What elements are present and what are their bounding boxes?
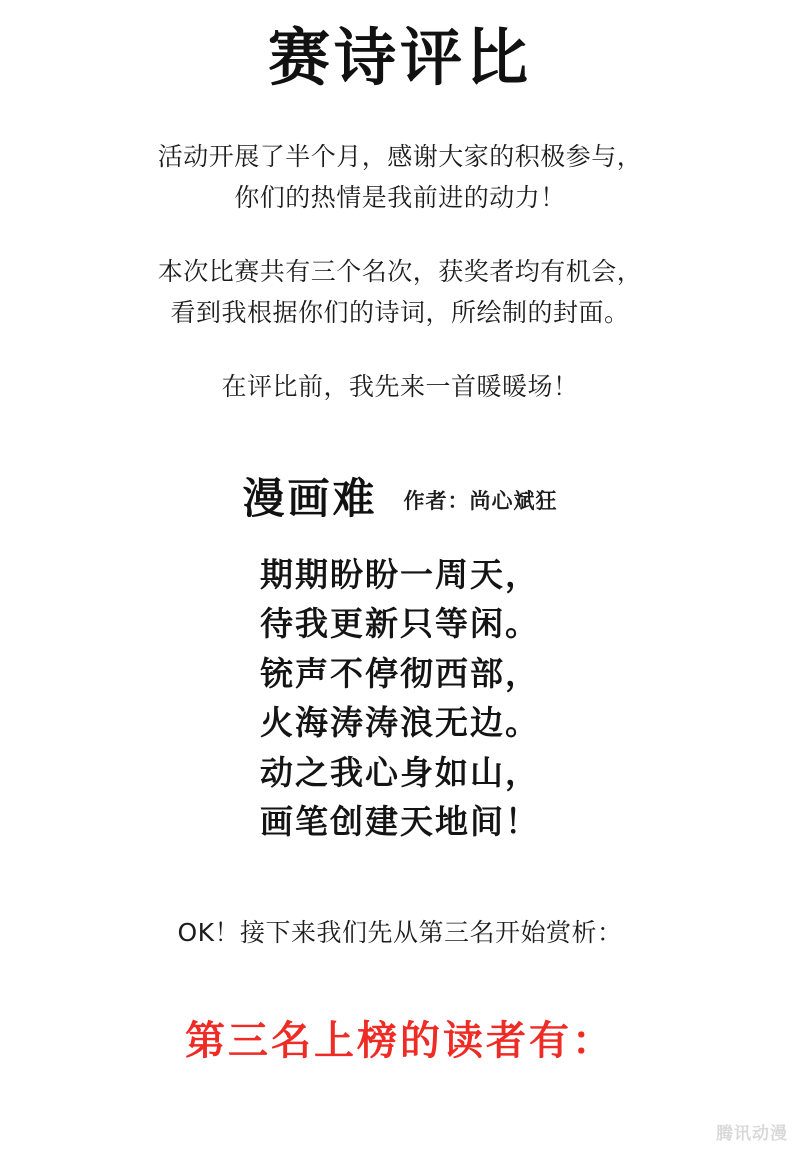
poem-line: 画笔创建天地间！ <box>260 802 540 842</box>
poem-title: 漫画难 <box>242 473 378 523</box>
poem-line: 待我更新只等闲。 <box>260 604 540 644</box>
intro-line: 你们的热情是我前进的动力！ <box>234 182 566 212</box>
poem-author: 作者：尚心斌狂 <box>403 488 558 513</box>
poem-line: 铳声不停彻西部， <box>260 653 540 693</box>
outro-text: OK！接下来我们先从第三名开始赏析： <box>177 917 623 947</box>
poem-line: 火海涛涛浪无边。 <box>260 703 540 743</box>
intro-paragraph-1 <box>0 137 800 218</box>
intro-line: 活动开展了半个月，感谢大家的积极参与， <box>157 142 643 172</box>
intro-paragraph-2 <box>0 252 800 333</box>
comic-page <box>0 22 800 1154</box>
intro-paragraph-3 <box>0 367 800 408</box>
poem-header <box>0 473 800 523</box>
poem-line: 动之我心身如山， <box>260 752 540 792</box>
intro-line: 在评比前，我先来一首暖暖场！ <box>221 372 579 402</box>
intro-line: 本次比赛共有三个名次，获奖者均有机会， <box>157 257 643 287</box>
rank-announcement: 第三名上榜的读者有： <box>185 1017 615 1064</box>
page-title: 赛诗评比 <box>267 21 532 94</box>
intro-line: 看到我根据你们的诗词，所绘制的封面。 <box>170 297 630 327</box>
watermark-label: 腾讯动漫 <box>716 1124 788 1144</box>
intro-text <box>0 137 800 408</box>
poem-line: 期期盼盼一周天， <box>260 554 540 594</box>
poem-body <box>0 550 800 847</box>
